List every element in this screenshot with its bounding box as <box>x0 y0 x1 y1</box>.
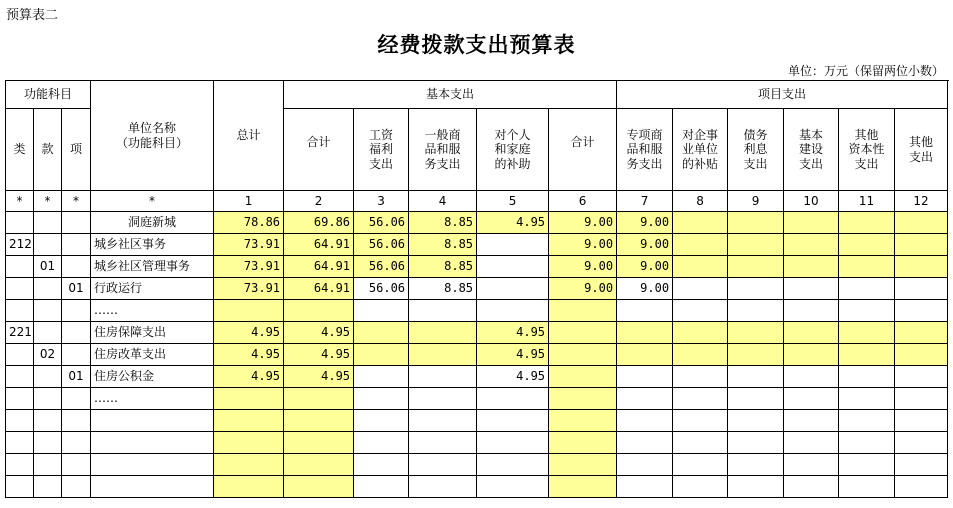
cell-value: 9.00 <box>549 256 617 278</box>
table-row <box>6 256 948 278</box>
header-line: 利息 <box>743 142 768 157</box>
cell-xiang <box>62 388 91 410</box>
cell-value <box>784 388 839 410</box>
cell-value <box>839 454 895 476</box>
cell-value <box>284 476 354 498</box>
cell-value <box>895 454 948 476</box>
cell-xiang <box>62 410 91 432</box>
page-title: 经费拨款支出预算表 <box>377 33 576 57</box>
cell-lei <box>6 344 34 366</box>
cell-value <box>549 388 617 410</box>
cell-lei <box>6 366 34 388</box>
cell-value: 78.86 <box>214 212 284 234</box>
header-line: 合计 <box>306 135 331 150</box>
header-total: 总计 <box>214 81 284 191</box>
cell-value <box>784 366 839 388</box>
cell-value <box>214 454 284 476</box>
cell-value <box>784 476 839 498</box>
cell-value <box>549 476 617 498</box>
cell-value <box>617 476 673 498</box>
header-project-cols-1 <box>617 109 673 191</box>
cell-value <box>784 300 839 322</box>
cell-value <box>477 300 549 322</box>
cell-value <box>477 454 549 476</box>
star-cell: * <box>62 191 91 212</box>
cell-kuan: 01 <box>34 256 62 278</box>
cell-value <box>354 300 409 322</box>
cell-kuan <box>34 476 62 498</box>
cell-value <box>839 388 895 410</box>
cell-value <box>284 432 354 454</box>
cell-value <box>617 344 673 366</box>
cell-kuan <box>34 300 62 322</box>
cell-value <box>214 300 284 322</box>
cell-value <box>728 278 784 300</box>
col-number-cell: 2 <box>284 191 354 212</box>
cell-value <box>673 476 728 498</box>
cell-value <box>617 300 673 322</box>
cell-value <box>477 234 549 256</box>
cell-value <box>895 388 948 410</box>
cell-value: 64.91 <box>284 234 354 256</box>
cell-value <box>617 388 673 410</box>
cell-value <box>284 388 354 410</box>
cell-kuan <box>34 410 62 432</box>
header-line: 专项商 <box>626 127 663 142</box>
cell-value: 56.06 <box>354 256 409 278</box>
header-basic-cols-0 <box>284 109 354 191</box>
cell-value <box>895 322 948 344</box>
cell-value: 4.95 <box>477 366 549 388</box>
table-row <box>6 476 948 498</box>
cell-value <box>617 410 673 432</box>
cell-lei <box>6 300 34 322</box>
cell-kuan <box>34 322 62 344</box>
cell-value <box>617 322 673 344</box>
cell-value: 4.95 <box>477 212 549 234</box>
cell-value <box>354 410 409 432</box>
header-line: 建设 <box>799 142 824 157</box>
star-cell: * <box>34 191 62 212</box>
cell-value <box>673 212 728 234</box>
header-unit-name-line1: 单位名称 <box>128 121 177 136</box>
cell-value: 8.85 <box>409 234 477 256</box>
cell-value <box>477 278 549 300</box>
cell-unit-name: …… <box>91 388 214 410</box>
header-func-subject: 功能科目 <box>6 81 91 109</box>
cell-value <box>728 366 784 388</box>
cell-value <box>477 410 549 432</box>
cell-kuan <box>34 432 62 454</box>
header-line: 和家庭 <box>494 142 531 157</box>
cell-value: 9.00 <box>617 256 673 278</box>
cell-value: 8.85 <box>409 256 477 278</box>
cell-unit-name: 城乡社区事务 <box>91 234 214 256</box>
cell-value: 9.00 <box>617 278 673 300</box>
cell-unit-name: 城乡社区管理事务 <box>91 256 214 278</box>
cell-value <box>839 300 895 322</box>
cell-value <box>284 454 354 476</box>
header-line: 的补助 <box>494 156 531 171</box>
cell-value <box>784 212 839 234</box>
cell-value <box>784 322 839 344</box>
star-cell: * <box>6 191 34 212</box>
cell-value <box>214 432 284 454</box>
cell-value: 56.06 <box>354 212 409 234</box>
table-row <box>6 234 948 256</box>
header-project-cols-0 <box>549 109 617 191</box>
cell-value: 73.91 <box>214 234 284 256</box>
header-line: 其他 <box>854 127 879 142</box>
cell-xiang <box>62 476 91 498</box>
cell-value <box>284 410 354 432</box>
header-project-cols-6 <box>895 109 948 191</box>
cell-value: 4.95 <box>477 344 549 366</box>
budget-table <box>5 80 948 498</box>
cell-value <box>895 366 948 388</box>
cell-kuan <box>34 366 62 388</box>
cell-value <box>895 234 948 256</box>
col-number-cell: 5 <box>477 191 549 212</box>
cell-value <box>895 432 948 454</box>
header-line: 对个人 <box>494 127 531 142</box>
col-number-cell: 3 <box>354 191 409 212</box>
table-row <box>6 388 948 410</box>
cell-xiang <box>62 234 91 256</box>
col-number-cell: 8 <box>673 191 728 212</box>
cell-xiang <box>62 300 91 322</box>
cell-value <box>673 410 728 432</box>
cell-value <box>409 476 477 498</box>
cell-value: 64.91 <box>284 256 354 278</box>
col-number-cell: 12 <box>895 191 948 212</box>
cell-lei <box>6 278 34 300</box>
cell-value <box>839 366 895 388</box>
cell-value <box>895 300 948 322</box>
cell-value <box>673 432 728 454</box>
cell-value <box>728 256 784 278</box>
cell-value <box>409 454 477 476</box>
cell-value <box>214 388 284 410</box>
cell-value <box>728 432 784 454</box>
cell-value <box>839 410 895 432</box>
cell-value <box>728 322 784 344</box>
cell-xiang <box>62 344 91 366</box>
header-line: 基本 <box>799 127 824 142</box>
header-line: 支出 <box>854 156 879 171</box>
cell-value: 4.95 <box>284 322 354 344</box>
col-number-cell: 11 <box>839 191 895 212</box>
header-line: 工资 <box>369 127 394 142</box>
cell-value <box>839 212 895 234</box>
cell-value <box>839 234 895 256</box>
cell-value <box>214 410 284 432</box>
sheet-label: 预算表二 <box>6 8 59 23</box>
cell-value <box>839 344 895 366</box>
cell-value <box>784 256 839 278</box>
star-cell: * <box>91 191 214 212</box>
cell-xiang <box>62 212 91 234</box>
header-line: 支出 <box>369 156 394 171</box>
unit-note: 单位：万元（保留两位小数） <box>787 64 944 78</box>
cell-value <box>409 300 477 322</box>
cell-kuan <box>34 388 62 410</box>
cell-lei <box>6 212 34 234</box>
cell-value <box>784 454 839 476</box>
col-number-cell: 1 <box>214 191 284 212</box>
cell-value: 9.00 <box>617 234 673 256</box>
header-project-cols-4 <box>784 109 839 191</box>
cell-value <box>284 300 354 322</box>
cell-kuan: 02 <box>34 344 62 366</box>
cell-value <box>673 366 728 388</box>
table-row <box>6 322 948 344</box>
cell-value <box>784 278 839 300</box>
cell-value <box>409 344 477 366</box>
cell-value <box>549 300 617 322</box>
cell-value <box>784 344 839 366</box>
cell-value <box>214 476 284 498</box>
cell-kuan <box>34 278 62 300</box>
header-line: 合计 <box>570 135 595 150</box>
col-number-cell: 7 <box>617 191 673 212</box>
cell-value: 8.85 <box>409 212 477 234</box>
cell-value <box>895 256 948 278</box>
header-line: 支出 <box>909 149 934 164</box>
header-line: 的补贴 <box>682 156 719 171</box>
cell-value <box>728 344 784 366</box>
cell-value: 4.95 <box>214 366 284 388</box>
cell-value <box>895 344 948 366</box>
cell-xiang <box>62 432 91 454</box>
cell-value <box>549 432 617 454</box>
cell-value <box>728 300 784 322</box>
header-line: 支出 <box>743 156 768 171</box>
cell-lei <box>6 476 34 498</box>
cell-value <box>895 476 948 498</box>
cell-value <box>409 410 477 432</box>
cell-value <box>673 234 728 256</box>
cell-value <box>784 410 839 432</box>
cell-value <box>354 344 409 366</box>
header-project: 项目支出 <box>617 81 948 109</box>
header-project-cols-5 <box>839 109 895 191</box>
cell-value <box>477 432 549 454</box>
header-line: 品和服 <box>424 142 461 157</box>
cell-value <box>354 432 409 454</box>
cell-kuan <box>34 212 62 234</box>
table-row <box>6 300 948 322</box>
cell-value <box>839 476 895 498</box>
header-project-cols-2 <box>673 109 728 191</box>
cell-value <box>477 388 549 410</box>
cell-lei: 212 <box>6 234 34 256</box>
header-line: 品和服 <box>626 142 663 157</box>
table-row <box>6 410 948 432</box>
header-line: 资本性 <box>848 142 885 157</box>
header-basic-cols-1 <box>354 109 409 191</box>
cell-value <box>673 322 728 344</box>
header-basic-cols-3 <box>477 109 549 191</box>
cell-value <box>728 388 784 410</box>
cell-lei <box>6 388 34 410</box>
header-basic-cols-2 <box>409 109 477 191</box>
cell-value <box>673 256 728 278</box>
header-line: 对企事 <box>682 127 719 142</box>
col-number-cell: 9 <box>728 191 784 212</box>
cell-unit-name: 行政运行 <box>91 278 214 300</box>
header-kuan: 款 <box>34 109 62 191</box>
cell-value: 56.06 <box>354 234 409 256</box>
cell-unit-name <box>91 410 214 432</box>
cell-value: 4.95 <box>284 366 354 388</box>
header-line: 业单位 <box>682 142 719 157</box>
cell-value <box>409 388 477 410</box>
cell-value <box>673 454 728 476</box>
header-line: 一般商 <box>424 127 461 142</box>
cell-unit-name: …… <box>91 300 214 322</box>
cell-value: 64.91 <box>284 278 354 300</box>
cell-value <box>728 454 784 476</box>
cell-value <box>354 476 409 498</box>
cell-xiang <box>62 256 91 278</box>
cell-value <box>839 256 895 278</box>
header-line: 务支出 <box>424 156 461 171</box>
cell-value <box>477 476 549 498</box>
cell-value <box>673 300 728 322</box>
table-row <box>6 366 948 388</box>
header-unit-name <box>91 81 214 191</box>
cell-unit-name: 住房改革支出 <box>91 344 214 366</box>
cell-value: 73.91 <box>214 278 284 300</box>
cell-value <box>728 476 784 498</box>
cell-value: 69.86 <box>284 212 354 234</box>
header-project-cols-3 <box>728 109 784 191</box>
cell-value <box>549 410 617 432</box>
col-number-cell: 4 <box>409 191 477 212</box>
header-unit-name-line2: （功能科目） <box>116 135 189 150</box>
cell-value <box>409 366 477 388</box>
cell-value <box>728 410 784 432</box>
table-row <box>6 432 948 454</box>
cell-value <box>728 234 784 256</box>
cell-value <box>673 344 728 366</box>
cell-value <box>617 454 673 476</box>
header-line: 支出 <box>799 156 824 171</box>
cell-value <box>895 212 948 234</box>
cell-value: 9.00 <box>549 278 617 300</box>
cell-value: 4.95 <box>477 322 549 344</box>
col-number-cell: 6 <box>549 191 617 212</box>
cell-value <box>354 322 409 344</box>
cell-value <box>895 410 948 432</box>
cell-value <box>784 234 839 256</box>
cell-value: 4.95 <box>214 322 284 344</box>
cell-value: 56.06 <box>354 278 409 300</box>
cell-value <box>477 256 549 278</box>
table-row <box>6 454 948 476</box>
header-xiang: 项 <box>62 109 91 191</box>
cell-lei <box>6 410 34 432</box>
header-line: 务支出 <box>626 156 663 171</box>
cell-xiang <box>62 322 91 344</box>
cell-lei <box>6 256 34 278</box>
cell-unit-name <box>91 454 214 476</box>
cell-value <box>784 432 839 454</box>
cell-value <box>895 278 948 300</box>
cell-value <box>549 344 617 366</box>
cell-unit-name: 住房保障支出 <box>91 322 214 344</box>
cell-kuan <box>34 454 62 476</box>
cell-lei: 221 <box>6 322 34 344</box>
cell-xiang <box>62 454 91 476</box>
cell-value: 4.95 <box>214 344 284 366</box>
cell-value <box>728 212 784 234</box>
table-row <box>6 212 948 234</box>
cell-value: 8.85 <box>409 278 477 300</box>
cell-value <box>354 388 409 410</box>
cell-value <box>839 278 895 300</box>
cell-value <box>673 278 728 300</box>
header-lei: 类 <box>6 109 34 191</box>
table-row <box>6 344 948 366</box>
header-basic: 基本支出 <box>284 81 617 109</box>
cell-value <box>549 322 617 344</box>
cell-value <box>409 322 477 344</box>
table-row <box>6 278 948 300</box>
cell-value: 9.00 <box>549 234 617 256</box>
cell-unit-name: 住房公积金 <box>91 366 214 388</box>
cell-value: 9.00 <box>549 212 617 234</box>
cell-lei <box>6 454 34 476</box>
cell-value <box>673 388 728 410</box>
cell-value: 4.95 <box>284 344 354 366</box>
cell-value <box>354 366 409 388</box>
cell-value <box>839 432 895 454</box>
cell-kuan <box>34 234 62 256</box>
cell-xiang: 01 <box>62 366 91 388</box>
header-line: 其他 <box>909 135 934 150</box>
cell-value <box>409 432 477 454</box>
cell-value <box>617 432 673 454</box>
cell-unit-name <box>91 432 214 454</box>
cell-value <box>549 366 617 388</box>
cell-xiang: 01 <box>62 278 91 300</box>
cell-unit-name: 洞庭新城 <box>91 212 214 234</box>
cell-value: 9.00 <box>617 212 673 234</box>
cell-value <box>617 366 673 388</box>
cell-lei <box>6 432 34 454</box>
cell-value: 73.91 <box>214 256 284 278</box>
cell-value <box>839 322 895 344</box>
cell-value <box>549 454 617 476</box>
header-line: 福利 <box>369 142 394 157</box>
cell-value <box>354 454 409 476</box>
cell-unit-name <box>91 476 214 498</box>
header-line: 债务 <box>743 127 768 142</box>
col-number-cell: 10 <box>784 191 839 212</box>
